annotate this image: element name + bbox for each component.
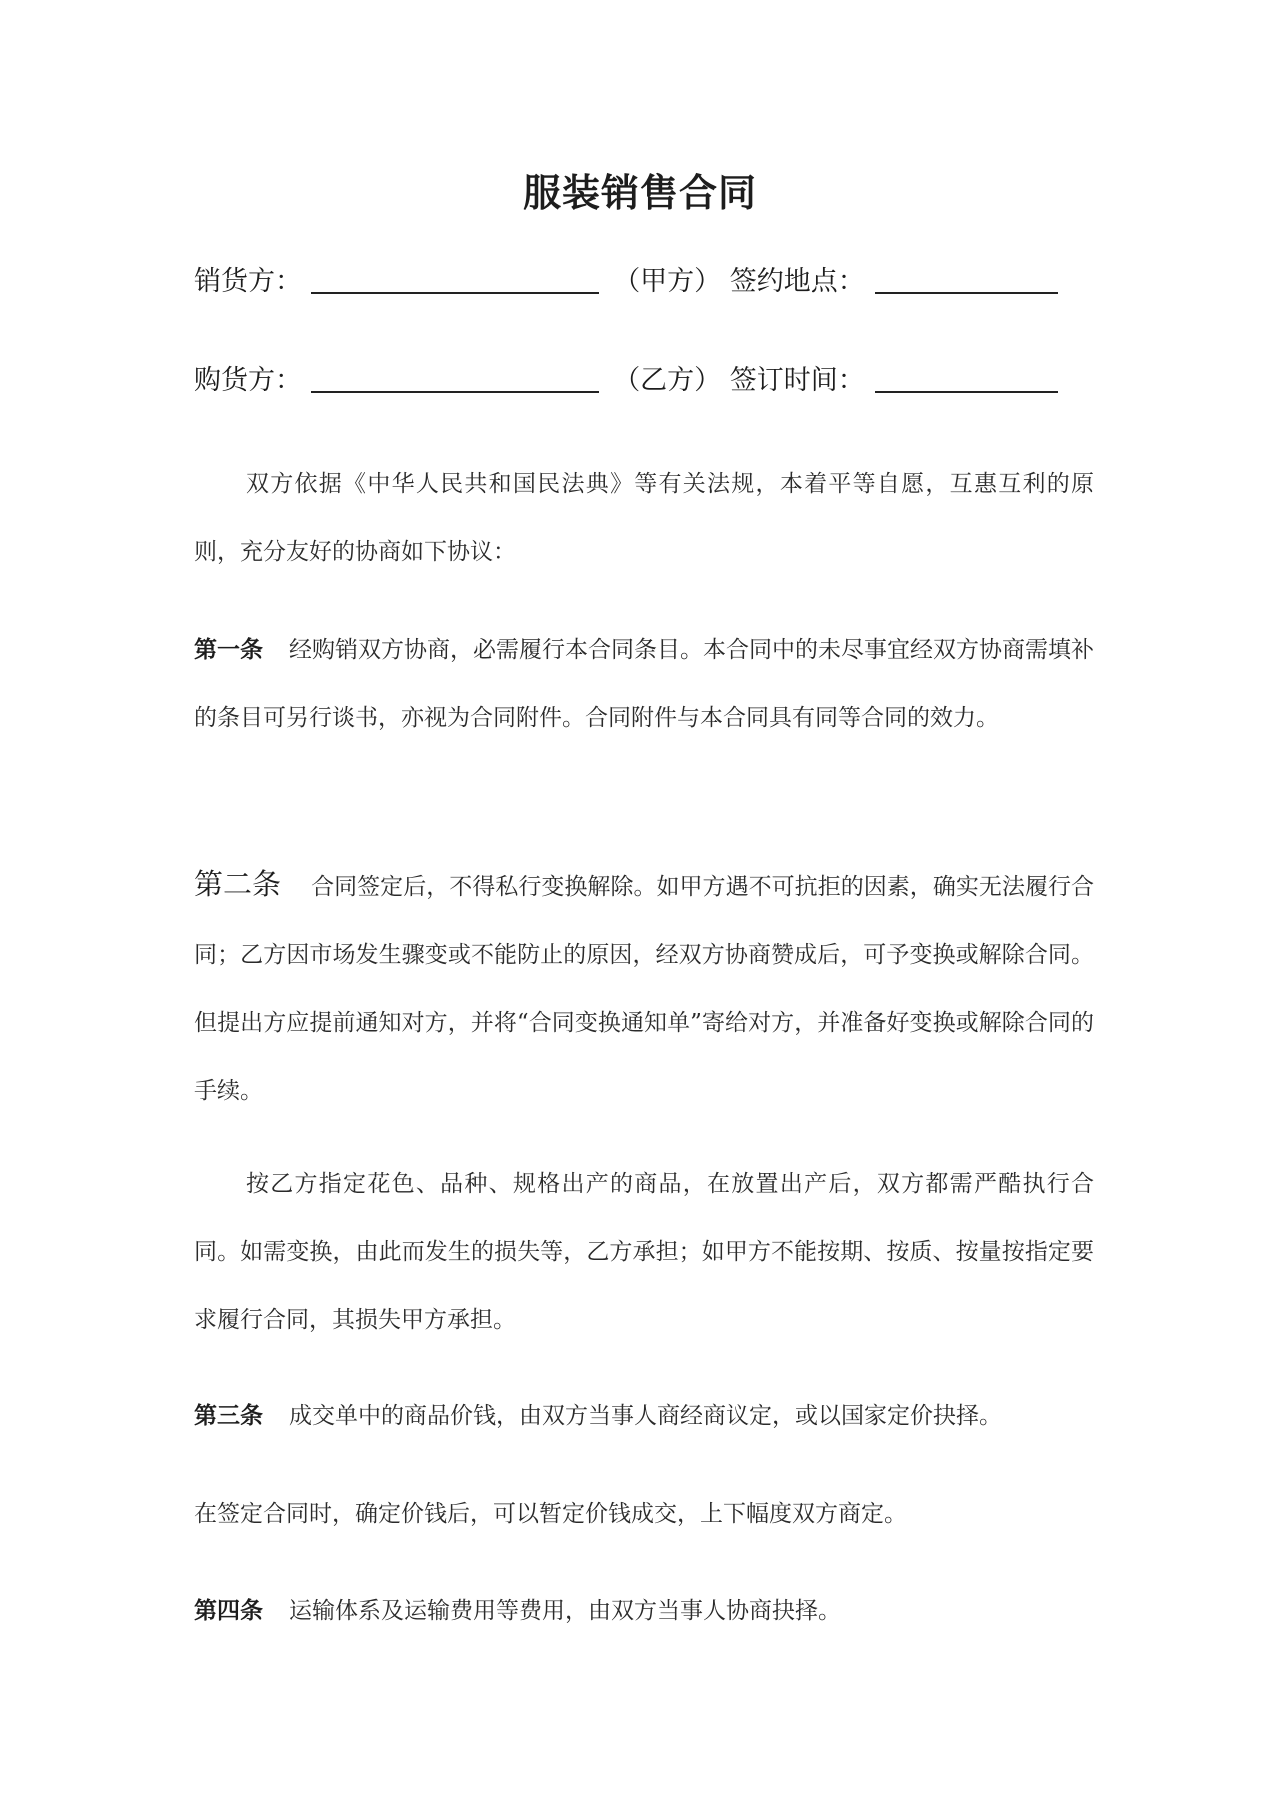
signing-place-label: 签约地点： xyxy=(729,266,865,297)
article-2-heading: 第二条 xyxy=(194,867,282,901)
article-4-heading: 第四条 xyxy=(194,1597,263,1624)
article-4 xyxy=(194,1591,1094,1631)
seller-line xyxy=(194,262,1094,302)
article-3 xyxy=(194,1396,1094,1436)
article-2-supplement: 按乙方指定花色、品种、规格出产的商品，在放置出产后，双方都需严酷执行合同。如需变换，由此而发生的损失等，乙方承担；如甲方不能按期、按质、按量按指定要求履行合同，其损失甲方承担。 xyxy=(194,1171,1094,1333)
article-3-text: 成交单中的商品价钱，由双方当事人商经商议定，或以国家定价抉择。 xyxy=(289,1403,1002,1429)
signing-place-blank[interactable] xyxy=(875,266,1058,294)
buyer-label: 购货方： xyxy=(194,365,302,396)
signing-time-blank[interactable] xyxy=(875,365,1058,393)
intro-paragraph: 双方依据《中华人民共和国民法典》等有关法规，本着平等自愿，互惠互利的原则，充分友好的协商如下协议： xyxy=(194,471,1094,565)
seller-role: （甲方） xyxy=(613,266,722,297)
seller-name-blank[interactable] xyxy=(311,266,599,294)
document-title: 服装销售合同 xyxy=(522,170,757,215)
article-1-text: 经购销双方协商，必需履行本合同条目。本合同中的未尽事宜经双方协商需填补的条目可另行谈书，亦视为合同附件。合同附件与本合同具有同等合同的效力。 xyxy=(194,637,1094,731)
article-3-supplement: 在签定合同时，确定价钱后，可以暂定价钱成交，上下幅度双方商定。 xyxy=(194,1501,907,1527)
buyer-name-blank[interactable] xyxy=(311,365,599,393)
seller-label: 销货方： xyxy=(194,266,302,297)
buyer-role: （乙方） xyxy=(613,365,722,396)
article-1-heading: 第一条 xyxy=(194,636,263,663)
article-2 xyxy=(194,850,1094,1125)
article-1 xyxy=(194,616,1094,752)
article-2-text: 合同签定后，不得私行变换解除。如甲方遇不可抗拒的因素，确实无法履行合同；乙方因市场发生骤变或不能防止的原因，经双方协商赞成后，可予变换或解除合同。但提出方应提前通知对方，并将“合同变换通知单”寄给对方，并准备好变换或解除合同的手续。 xyxy=(194,874,1094,1104)
article-3-heading: 第三条 xyxy=(194,1402,263,1429)
article-4-text: 运输体系及运输费用等费用，由双方当事人协商抉择。 xyxy=(289,1598,841,1624)
buyer-line xyxy=(194,361,1094,401)
signing-time-label: 签订时间： xyxy=(729,365,865,396)
